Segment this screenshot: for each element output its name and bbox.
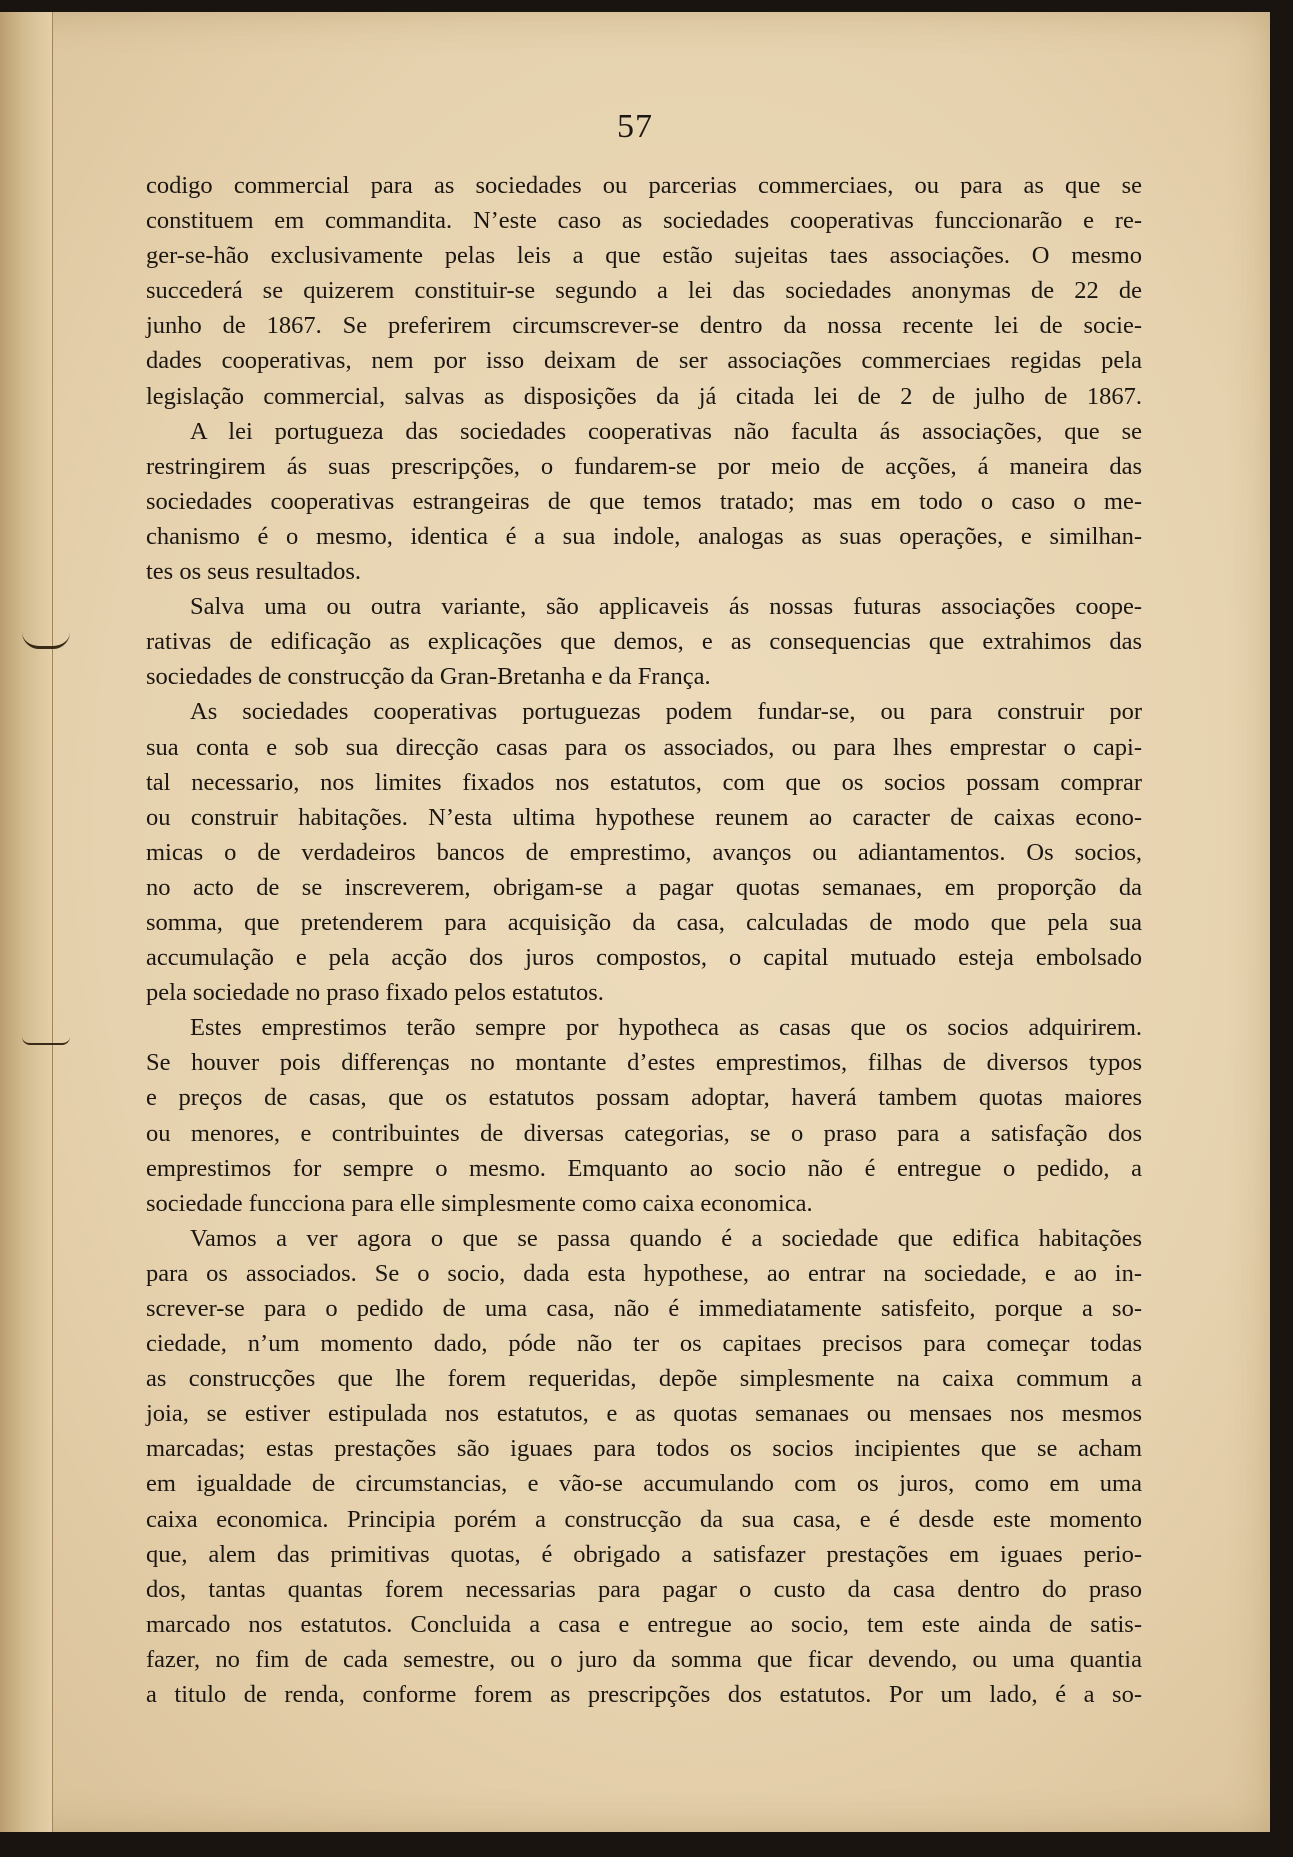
text-line: para os associados. Se o socio, dada esta hypothese, ao entrar na sociedade, e ao in- xyxy=(146,1259,1142,1287)
text-line: succederá se quizerem constituir-se segundo a lei das sociedades anonymas de 22 de xyxy=(146,277,1142,305)
text-line: dades cooperativas, nem por isso deixam de ser associações commerciaes regidas pela xyxy=(146,347,1142,375)
text-line: sua conta e sob sua direcção casas para os associados, ou para lhes emprestar o capi- xyxy=(146,733,1142,761)
text-line: dos, tantas quantas forem necessarias para pagar o custo da casa dentro do praso xyxy=(146,1575,1142,1603)
book-page xyxy=(0,12,1270,1832)
binding-thread-mark xyxy=(22,632,70,649)
text-line: chanismo é o mesmo, identica é a sua indole, analogas as suas operações, e similhan- xyxy=(146,522,1142,550)
text-line: legislação commercial, salvas as disposições da já citada lei de 2 de julho de 1867. xyxy=(146,382,1142,410)
text-line: pela sociedade no praso fixado pelos estatutos. xyxy=(146,979,604,1007)
text-line: joia, se estiver estipulada nos estatutos, e as quotas semanaes ou mensaes nos mesmos xyxy=(146,1400,1142,1428)
text-line: Vamos a ver agora o que se passa quando é a sociedade que edifica habitações xyxy=(190,1224,1142,1252)
text-line: que, alem das primitivas quotas, é obrigado a satisfazer prestações em iguaes perio- xyxy=(146,1540,1142,1568)
text-line: codigo commercial para as sociedades ou parcerias commerciaes, ou para as que se xyxy=(146,172,1142,199)
text-line: a titulo de renda, conforme forem as prescripções dos estatutos. Por um lado, é a so- xyxy=(146,1681,1142,1709)
text-line: as construcções que lhe forem requeridas, depõe simplesmente na caixa commum a xyxy=(146,1365,1142,1393)
text-line: em igualdade de circumstancias, e vão-se accumulando com os juros, como em uma xyxy=(146,1470,1142,1498)
page-number: 57 xyxy=(617,108,653,145)
text-line: tes os seus resultados. xyxy=(146,558,362,586)
page-binding-edge xyxy=(0,12,53,1832)
text-line: ou menores, e contribuintes de diversas categorias, se o praso para a satisfação dos xyxy=(146,1119,1142,1147)
text-line: As sociedades cooperativas portuguezas podem fundar-se, ou para construir por xyxy=(190,698,1142,726)
text-line: tal necessario, nos limites fixados nos estatutos, com que os socios possam comprar xyxy=(146,768,1142,796)
text-line: marcado nos estatutos. Concluida a casa e entregue ao socio, tem este ainda de satis- xyxy=(146,1610,1142,1638)
text-line: somma, que pretenderem para acquisição da casa, calculadas de modo que pela sua xyxy=(146,908,1142,936)
text-line: sociedade funcciona para elle simplesmente como caixa economica. xyxy=(146,1189,813,1217)
text-line: ou construir habitações. N’esta ultima hypothese reunem ao caracter de caixas econo- xyxy=(146,803,1142,831)
text-line: caixa economica. Principia porém a construcção da sua casa, e é desde este momento xyxy=(146,1505,1142,1533)
text-line: restringirem ás suas prescripções, o fundarem-se por meio de acções, á maneira das xyxy=(146,452,1142,480)
binding-thread-mark xyxy=(22,1037,70,1045)
text-line: junho de 1867. Se preferirem circumscrever-se dentro da nossa recente lei de socie- xyxy=(146,312,1142,340)
text-line: ger-se-hão exclusivamente pelas leis a que estão sujeitas taes associações. O mesmo xyxy=(146,242,1142,270)
text-line: fazer, no fim de cada semestre, ou o juro da somma que ficar devendo, ou uma quantia xyxy=(146,1645,1142,1673)
text-line: Se houver pois differenças no montante d’estes emprestimos, filhas de diversos typos xyxy=(146,1049,1142,1077)
text-line: e preços de casas, que os estatutos possam adoptar, haverá tambem quotas maiores xyxy=(146,1084,1142,1112)
text-line: Salva uma ou outra variante, são applicaveis ás nossas futuras associações coope- xyxy=(190,593,1142,621)
text-line: emprestimos for sempre o mesmo. Emquanto ao socio não é entregue o pedido, a xyxy=(146,1154,1142,1182)
text-line: accumulação e pela acção dos juros compostos, o capital mutuado esteja embolsado xyxy=(146,944,1142,972)
text-line: micas o de verdadeiros bancos de emprestimo, avanços ou adiantamentos. Os socios, xyxy=(146,838,1142,866)
text-line: screver-se para o pedido de uma casa, não é immediatamente satisfeito, porque a so- xyxy=(146,1295,1142,1322)
body-text xyxy=(146,168,1142,1712)
text-line: marcadas; estas prestações são iguaes para todos os socios incipientes que se acham xyxy=(146,1435,1142,1463)
text-line: sociedades de construcção da Gran-Bretanha e da França. xyxy=(146,663,711,691)
text-line: ciedade, n’um momento dado, póde não ter os capitaes precisos para começar todas xyxy=(146,1330,1142,1358)
text-line: sociedades cooperativas estrangeiras de que temos tratado; mas em todo o caso o me- xyxy=(146,487,1142,515)
text-line: no acto de se inscreverem, obrigam-se a pagar quotas semanaes, em proporção da xyxy=(146,873,1142,901)
text-line: constituem em commandita. N’este caso as sociedades cooperativas funccionarão e re- xyxy=(146,207,1142,235)
text-line: A lei portugueza das sociedades cooperativas não faculta ás associações, que se xyxy=(190,417,1142,445)
text-line: Estes emprestimos terão sempre por hypotheca as casas que os socios adquirirem. xyxy=(190,1014,1142,1042)
text-line: rativas de edificação as explicações que demos, e as consequencias que extrahimos das xyxy=(146,628,1142,656)
